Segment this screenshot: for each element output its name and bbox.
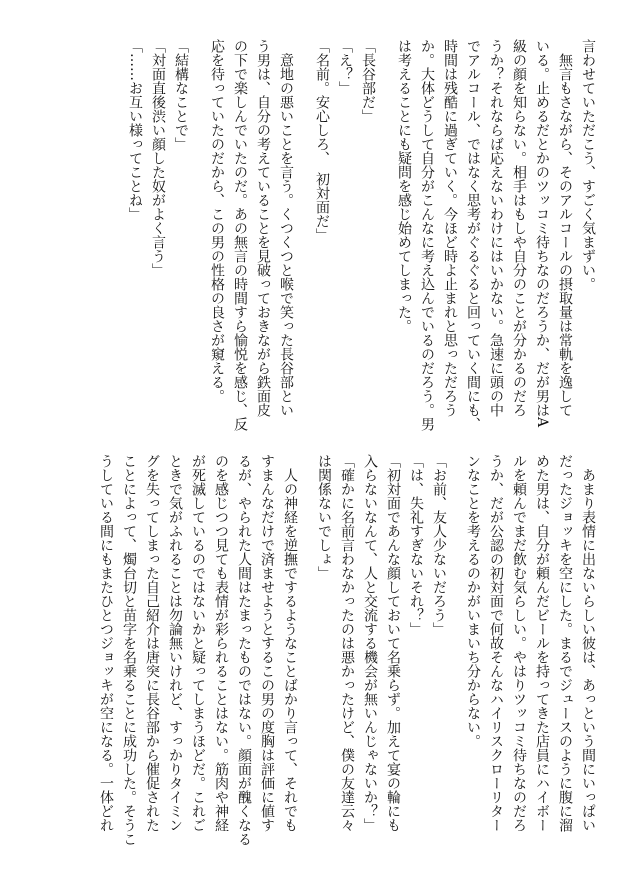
text-line: 応を待っていたのだから、この男の性格の良さが窺える。 [209,39,225,403]
dialogue-line: 「長谷部だ」 [360,39,376,123]
narration-paragraph [205,39,297,439]
dialogue-line: 「は、失礼すぎないそれ？」 [408,454,424,636]
text-line: めた男は、自分が頼んだビールを持ってきた店員にハイボー [534,454,550,832]
text-line: 言わせていただこう、すごく気まずい。 [580,39,596,291]
dialogue-group [310,39,379,439]
text-line: 人の神経を逆撫でするようなことばかり言って、それでも [282,468,298,832]
text-line: グを失ってしまった自己紹介は唐突に長谷部から催促された [144,454,160,832]
text-line: うか、だが公認の初対面で何故そんなハイリスクローリター [488,454,504,832]
dialogue-group [123,39,192,439]
dialogue-line: は関係ないでしょ」 [316,454,332,580]
text-line: でアルコール、ではなく思考がぐるぐると回っていく間にも、 [465,39,481,431]
text-line: すまんなだけで済ませようとするこの男の度胸は評価に値す [259,454,275,832]
dialogue-line: 「初対面であんな顔しておいて名乗らず。加えて宴の輪にも [385,454,401,832]
dialogue-line: 「対面直後渋い顔した奴がよく言う」 [150,39,166,277]
text-line: あまり表情に出ないらしい彼は、あっという間にいっぱい [580,468,596,832]
text-line: るが、やられた人間はたまったものではない。顔面が醜くなる [236,454,252,846]
dialogue-line: 「……お互い様ってことね」 [127,39,143,221]
text-line: ことによって、燭台切と苗字を名乗ることに成功した。そうこ [121,454,137,846]
dialogue-group [312,454,450,854]
text-line: ルを頼んでまだ飲む気らしい。やはりツッコミ待ちなのだろ [511,454,527,832]
text-line: のを感じつつ見ても表情が彩られることはない。筋肉や神経 [213,454,229,832]
narration-paragraph [392,39,599,439]
text-line: が死滅しているのではないかと疑ってしまうほどだ。これご [190,454,206,832]
narration-paragraph [461,454,599,854]
text-line: 級の顔を知らない。相手はもしや自分のことが分かるのだろ [511,39,527,417]
text-line: か。大体どうして自分がこんなに考え込んでいるのだろう。男 [419,39,435,431]
dialogue-line: 「え？」 [337,39,353,95]
lower-text-block [94,454,599,854]
text-line: ときで気がふれることは勿論無いけれど、すっかりタイミン [167,454,183,832]
dialogue-line: 「確かに名前言わなかったのは悪かったけど、僕の友達云々 [339,454,355,832]
dialogue-line: 「名前。安心しろ、 初対面だ」 [314,39,330,242]
dialogue-line: 入らないなんて、人と交流する機会が無いんじゃないか？」 [362,454,378,832]
text-line: だったジョッキを空にした。まるでジュースのように腹に溜 [557,454,573,832]
narration-paragraph [94,454,301,854]
dialogue-line: 「お前、友人少ないだろう」 [431,454,447,636]
text-line: 意地の悪いことを言う。くつくつと喉で笑った長谷部とい [278,53,294,417]
dialogue-line: 「結構なことで」 [173,39,189,151]
text-line: ンなことを考えるのかがいまいち分からない。 [465,454,481,748]
text-line: 無言もさながら、そのアルコールの摂取量は常軌を逸して [557,53,573,417]
text-line: うしている間にもまたひとつジョッキが空になる。一体どれ [98,454,114,832]
text-line: 時間は残酷に過ぎていく。今ほど時よ止まれと思っただろう [442,39,458,417]
upper-text-block [123,39,599,439]
text-line: う男は、自分の考えていることを見破っておきながら鉄面皮 [255,39,271,417]
text-line: いる。止めるだとかのツッコミ待ちなのだろうか、だが男はA [534,39,550,428]
text-line: うか？それならば応えないわけにはいかない。急速に頭の中 [488,39,504,417]
text-line: の下で楽しんでいたのだ。あの無言の時間すら愉悦を感じ、反 [232,39,248,431]
text-line: は考えることにも疑問を感じ始めてしまった。 [396,39,412,333]
